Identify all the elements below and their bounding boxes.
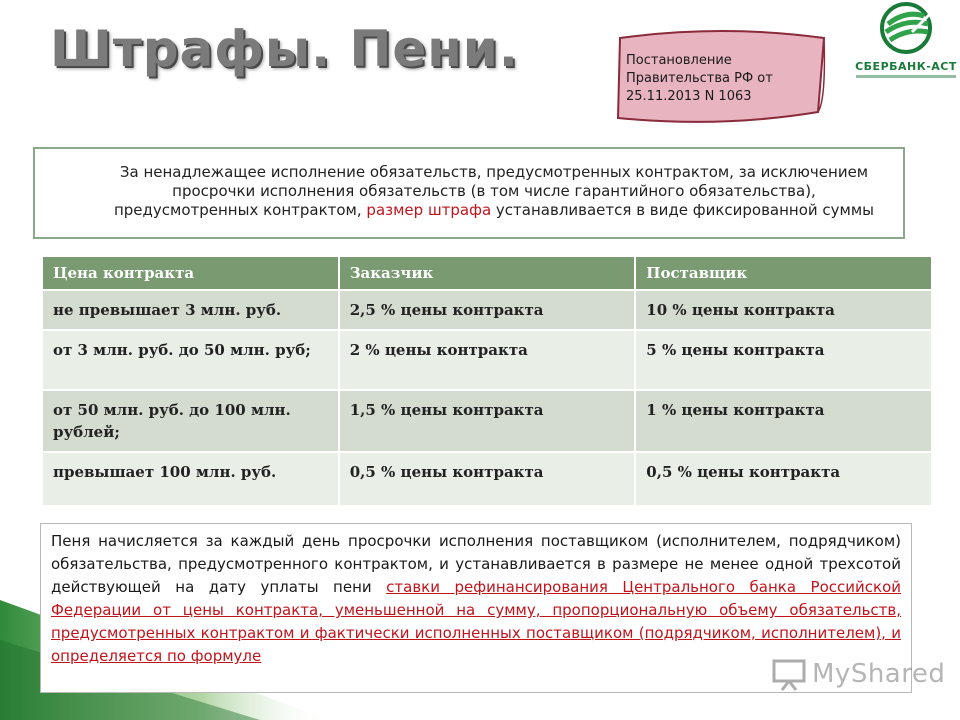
- table-cell: 10 % цены контракта: [636, 291, 931, 329]
- table-cell: 0,5 % цены контракта: [340, 453, 635, 505]
- watermark-text: MyShared: [812, 659, 946, 689]
- table-header-row: [43, 257, 931, 289]
- penalty-table: [41, 255, 933, 507]
- table-cell: 5 % цены контракта: [636, 331, 931, 389]
- table-cell: 2,5 % цены контракта: [340, 291, 635, 329]
- table-cell: не превышает 3 млн. руб.: [43, 291, 338, 329]
- table-cell: 1,5 % цены контракта: [340, 391, 635, 451]
- logo-emblem-icon: [852, 2, 960, 60]
- table-cell: превышает 100 млн. руб.: [43, 453, 338, 505]
- table-row: [43, 331, 931, 389]
- intro-text-part2: устанавливается в виде фиксированной суммы: [491, 201, 875, 219]
- table-cell: от 50 млн. руб. до 100 млн. рублей;: [43, 391, 338, 451]
- page-title: Штрафы. Пени.: [50, 20, 519, 78]
- header-customer: Заказчик: [340, 257, 635, 289]
- logo-text: СБЕРБАНК-АСТ: [855, 60, 957, 73]
- note-line-2: Правительства РФ от: [626, 71, 773, 86]
- logo-subline: [856, 75, 956, 78]
- table-cell: 1 % цены контракта: [636, 391, 931, 451]
- refinancing-rate-link[interactable]: ставки рефинансирования Центрального банка Российской Федерации от цены контракта, уменьшенной на сумму, пропорциональную объему обязательств, предусмотренных контрактом и фактически исполненных поставщиком (подрядчиком, исполнителем), и определяется по формуле: [51, 578, 902, 665]
- table-cell: 0,5 % цены контракта: [636, 453, 931, 505]
- note-line-1: Постановление: [626, 53, 732, 68]
- intro-highlight: размер штрафа: [361, 201, 492, 219]
- table-cell: 2 % цены контракта: [340, 331, 635, 389]
- watermark: [770, 657, 946, 691]
- note-line-3: 25.11.2013 N 1063: [626, 89, 752, 104]
- peni-text: Пеня начисляется за каждый день просрочки исполнения поставщиком (исполнителем, подрядчиком) обязательства, предусмотренного контрактом, и устанавливается в размере не менее одной трехсотой действующей на дату уплаты пени: [51, 532, 901, 596]
- table-row: [43, 453, 931, 505]
- regulation-note: [612, 30, 832, 130]
- fine-intro-box: [33, 147, 905, 239]
- table-cell: от 3 млн. руб. до 50 млн. руб;: [43, 331, 338, 389]
- sberbank-ast-logo: [852, 2, 960, 82]
- intro-text-part1: За ненадлежащее исполнение обязательств, предусмотренных контрактом, за исключением просрочки исполнения обязательств (в том числе гарантийного обязательства), предусмотренных контрактом,: [113, 163, 869, 219]
- presentation-board-icon: [770, 657, 810, 691]
- table-row: [43, 291, 931, 329]
- header-contract-price: Цена контракта: [43, 257, 338, 289]
- table-row: [43, 391, 931, 451]
- header-supplier: Поставщик: [636, 257, 931, 289]
